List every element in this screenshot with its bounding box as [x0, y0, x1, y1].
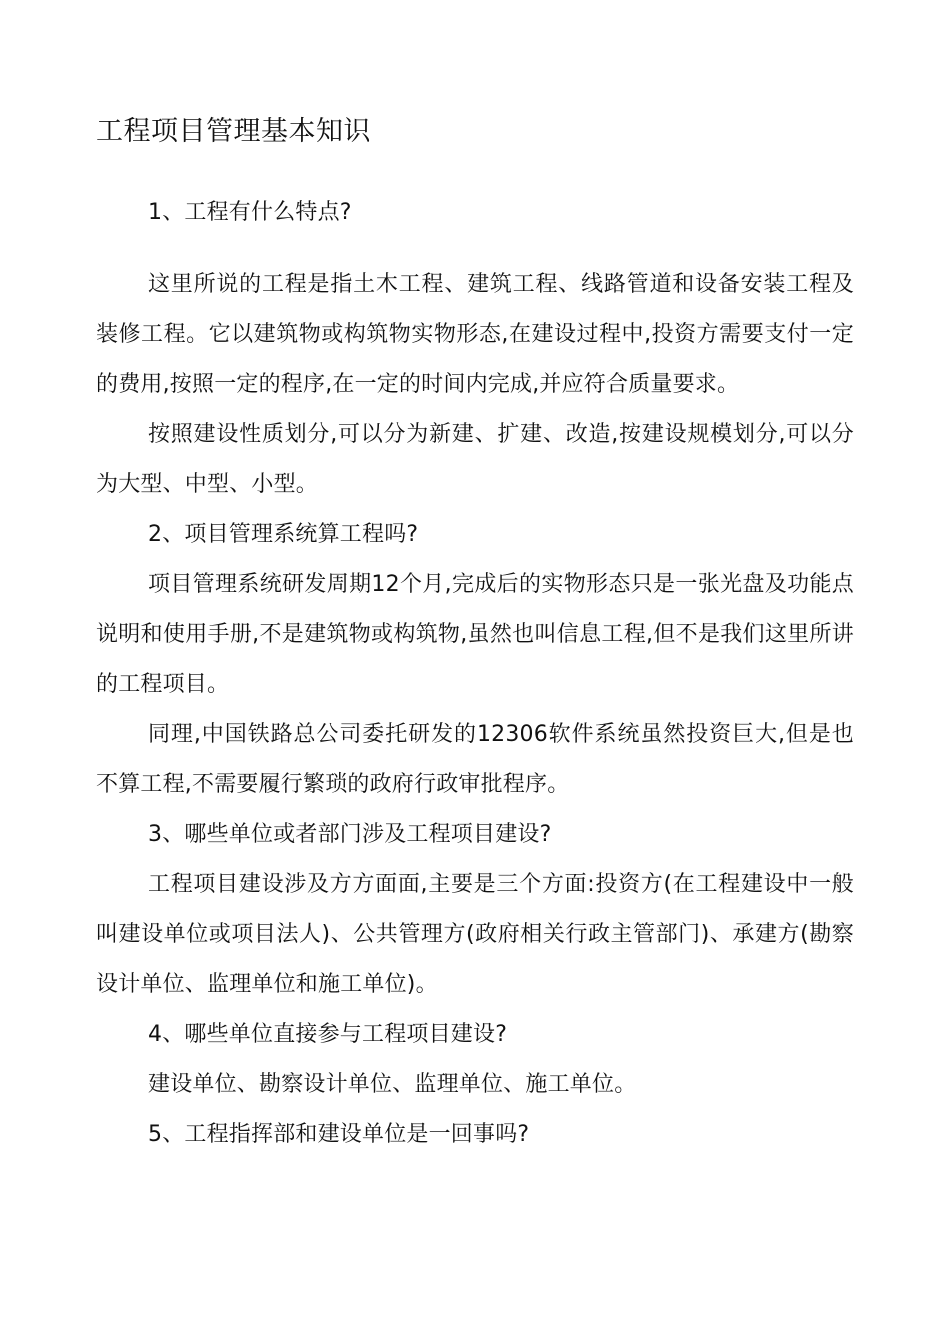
answer-2-paragraph-2: 同理,中国铁路总公司委托研发的12306软件系统虽然投资巨大,但是也不算工程,不需要履行繁琐的政府行政审批程序。 — [96, 722, 854, 797]
question-3: 3、哪些单位或者部门涉及工程项目建设? — [148, 822, 552, 847]
document-title: 工程项目管理基本知识 — [96, 116, 371, 147]
question-5: 5、工程指挥部和建设单位是一回事吗? — [148, 1122, 530, 1147]
question-4: 4、哪些单位直接参与工程项目建设? — [148, 1022, 508, 1047]
document-body — [96, 188, 854, 1160]
answer-2-paragraph-1: 项目管理系统研发周期12个月,完成后的实物形态只是一张光盘及功能点说明和使用手册,不是建筑物或构筑物,虽然也叫信息工程,但不是我们这里所讲的工程项目。 — [96, 572, 854, 697]
answer-4: 建设单位、勘察设计单位、监理单位、施工单位。 — [148, 1072, 637, 1097]
question-2: 2、项目管理系统算工程吗? — [148, 522, 419, 547]
answer-1-paragraph-2: 按照建设性质划分,可以分为新建、扩建、改造,按建设规模划分,可以分为大型、中型、小型。 — [96, 422, 854, 497]
answer-3: 工程项目建设涉及方方面面,主要是三个方面:投资方(在工程建设中一般叫建设单位或项目法人)、公共管理方(政府相关行政主管部门)、承建方(勘察设计单位、监理单位和施工单位)。 — [96, 872, 854, 997]
answer-1-paragraph-1: 这里所说的工程是指土木工程、建筑工程、线路管道和设备安装工程及装修工程。它以建筑物或构筑物实物形态,在建设过程中,投资方需要支付一定的费用,按照一定的程序,在一定的时间内完成,并应符合质量要求。 — [96, 272, 854, 397]
question-1: 1、工程有什么特点? — [148, 200, 352, 225]
